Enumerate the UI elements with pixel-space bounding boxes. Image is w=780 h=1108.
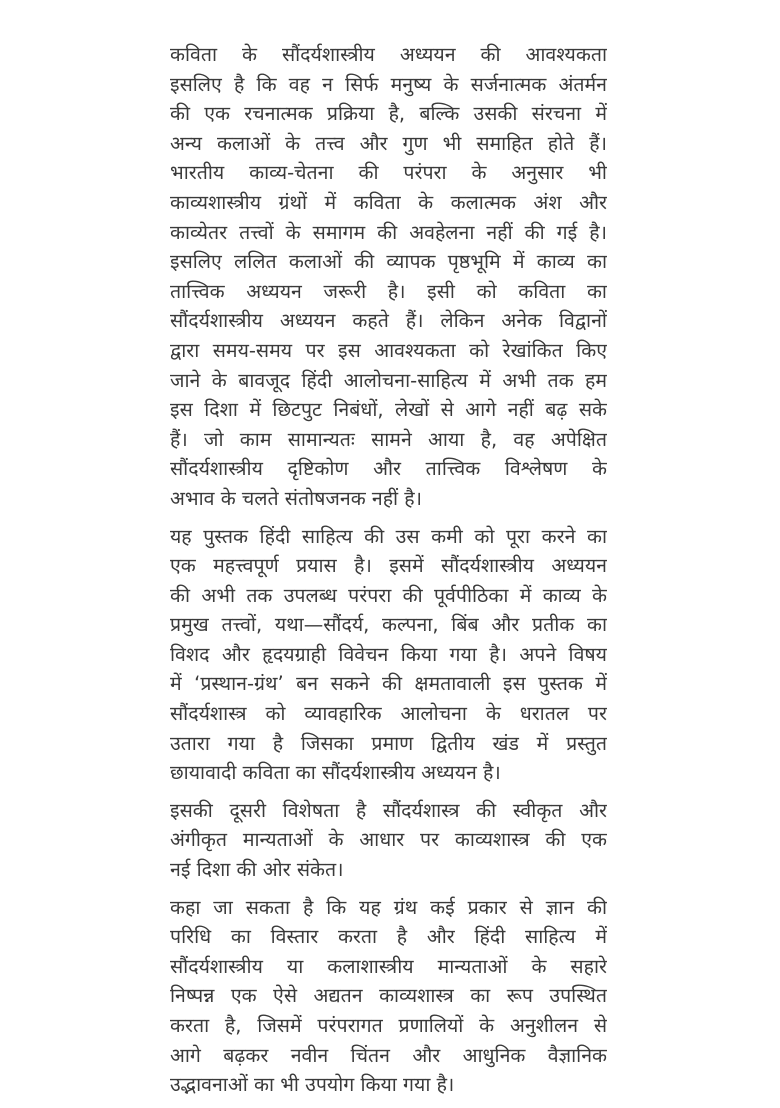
text-line: सौंदर्यशास्त्रीय दृष्टिकोण और तात्त्विक विश्लेषण के <box>170 457 607 481</box>
text-line: इसलिए ललित कलाओं की व्यापक पृष्ठभूमि में काव्य का <box>170 250 607 274</box>
text-line: उद्भावनाओं का भी उपयोग किया गया है। <box>170 1073 455 1097</box>
text-line: द्वारा समय-समय पर इस आवश्यकता को रेखांकित किए <box>170 338 607 362</box>
text-line: काव्येतर तत्त्वों के समागम की अवहेलना नहीं की गई है। <box>170 220 607 244</box>
text-line: काव्यशास्त्रीय ग्रंथों में कविता के कलात्मक अंश और <box>170 190 607 214</box>
text-line: इस दिशा में छिटपुट निबंधों, लेखों से आगे नहीं बढ़ सके <box>170 398 607 422</box>
paragraph <box>170 40 607 514</box>
text-line: में ‘प्रस्थान-ग्रंथ’ बन सकने की क्षमतावाली इस पुस्तक में <box>170 672 607 696</box>
paragraph <box>170 522 607 788</box>
text-line: जाने के बावजूद हिंदी आलोचना-साहित्य में अभी तक हम <box>170 368 607 392</box>
text-line: की अभी तक उपलब्ध परंपरा की पूर्वपीठिका में काव्य के <box>170 583 607 607</box>
text-line: परिधि का विस्तार करता है और हिंदी साहित्य में <box>170 925 607 949</box>
text-line: अन्य कलाओं के तत्त्व और गुण भी समाहित होते हैं। <box>170 131 607 155</box>
text-line: अभाव के चलते संतोषजनक नहीं है। <box>170 486 423 510</box>
document-page <box>170 40 607 1108</box>
text-line: की एक रचनात्मक प्रक्रिया है, बल्कि उसकी संरचना में <box>170 102 607 126</box>
text-line: यह पुस्तक हिंदी साहित्य की उस कमी को पूरा करने का <box>170 524 607 548</box>
text-line: सौंदर्यशास्त्र को व्यावहारिक आलोचना के धरातल पर <box>170 702 607 726</box>
text-line: उतारा गया है जिसका प्रमाण द्वितीय खंड में प्रस्तुत <box>170 731 607 755</box>
text-line: प्रमुख तत्त्वों, यथा—सौंदर्य, कल्पना, बिंब और प्रतीक का <box>170 613 607 637</box>
text-line: एक महत्त्वपूर्ण प्रयास है। इसमें सौंदर्यशास्त्रीय अध्ययन <box>170 554 607 578</box>
text-line: इसलिए है कि वह न सिर्फ मनुष्य के सर्जनात्मक अंतर्मन <box>170 72 607 96</box>
text-line: आगे बढ़कर नवीन चिंतन और आधुनिक वैज्ञानिक <box>170 1043 607 1067</box>
text-line: निष्पन्न एक ऐसे अद्यतन काव्यशास्त्र का रूप उपस्थित <box>170 984 607 1008</box>
text-line: तात्त्विक अध्ययन जरूरी है। इसी को कविता का <box>170 279 607 303</box>
text-line: विशद और हृदयग्राही विवेचन किया गया है। अपने विषय <box>170 642 607 666</box>
text-line: सौंदर्यशास्त्रीय अध्ययन कहते हैं। लेकिन अनेक विद्वानों <box>170 309 607 333</box>
text-line: हैं। जो काम सामान्यतः सामने आया है, वह अपेक्षित <box>170 427 607 451</box>
text-line: करता है, जिसमें परंपरागत प्रणालियों के अनुशीलन से <box>170 1014 607 1037</box>
text-line: कहा जा सकता है कि यह ग्रंथ कई प्रकार से ज्ञान की <box>170 895 607 919</box>
paragraph <box>170 796 607 885</box>
text-line: भारतीय काव्य-चेतना की परंपरा के अनुसार भी <box>170 161 607 185</box>
paragraph <box>170 893 607 1100</box>
text-line: इसकी दूसरी विशेषता है सौंदर्यशास्त्र की स्वीकृत और <box>170 798 607 822</box>
text-line: नई दिशा की ओर संकेत। <box>170 858 344 882</box>
text-line: कविता के सौंदर्यशास्त्रीय अध्ययन की आवश्यकता <box>170 43 607 66</box>
text-line: अंगीकृत मान्यताओं के आधार पर काव्यशास्त्र की एक <box>170 828 607 852</box>
text-line: सौंदर्यशास्त्रीय या कलाशास्त्रीय मान्यताओं के सहारे <box>170 954 607 978</box>
text-line: छायावादी कविता का सौंदर्यशास्त्रीय अध्ययन है। <box>170 761 501 785</box>
